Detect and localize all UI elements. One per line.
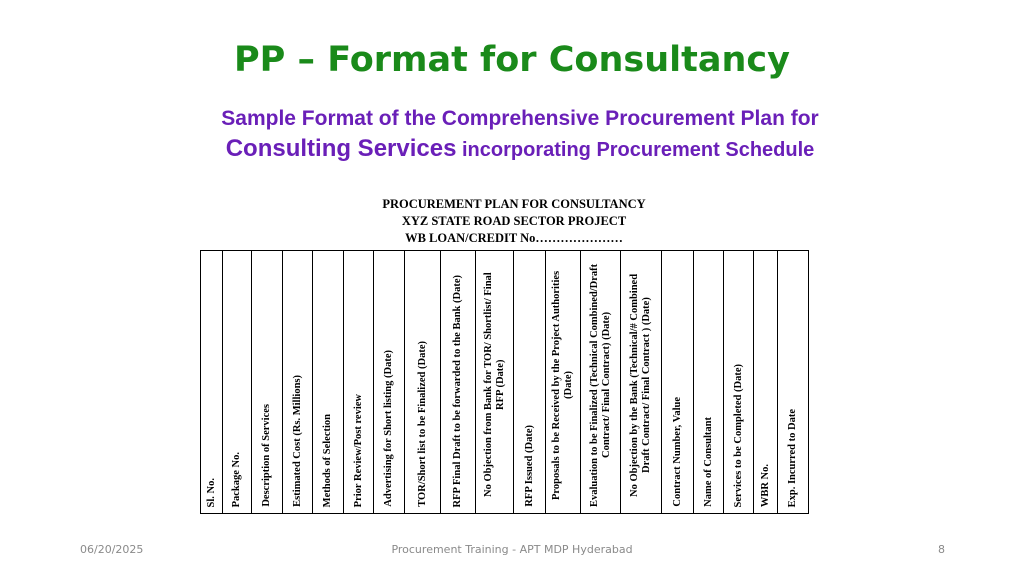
table-column-label: Name of Consultant [702, 417, 714, 507]
table-column-label: Evaluation to be Finalized (Technical Combined/Draft Contract/ Final Contract) (Date) [588, 263, 612, 507]
table-column-label: Proposals to be Received by the Project Authorities (Date) [551, 270, 574, 500]
table-column-label: Sl. No. [205, 477, 217, 507]
footer-date: 06/20/2025 [80, 543, 144, 556]
table-column-label: Exp. Incurred to Date [787, 408, 798, 507]
table-column-header [514, 251, 546, 513]
table-column-header [344, 251, 374, 513]
slide-subtitle [150, 104, 890, 167]
table-heading [200, 196, 828, 247]
footer-title: Procurement Training - APT MDP Hyderabad [391, 543, 633, 556]
table-column-header [441, 251, 476, 513]
table-column-label: No Objection by the Bank (Technical/# Combined Draft Contract/ Final Contract ) (Date) [629, 273, 652, 497]
table-column-label: Description of Services [261, 404, 272, 507]
table-heading-title: PROCUREMENT PLAN FOR CONSULTANCY [382, 197, 646, 211]
table-heading-loan: WB LOAN/CREDIT No………………… [405, 231, 623, 245]
table-column-header [374, 251, 405, 513]
table-column-header [223, 251, 252, 513]
table-column-label: No Objection from Bank for TOR/ Shortlist/ Final RFP (Date) [482, 272, 506, 498]
table-column-header [252, 251, 283, 513]
table-column-header [662, 251, 694, 513]
table-column-label: Methods of Selection [322, 413, 333, 507]
subtitle-line-2-rest: incorporating Procurement Schedule [456, 139, 815, 161]
table-column-header [754, 251, 778, 513]
table-column-header [694, 251, 724, 513]
table-column-header [405, 251, 441, 513]
table-column-header [546, 251, 581, 513]
procurement-plan-table [200, 250, 809, 514]
table-column-label: Package No. [231, 451, 242, 507]
table-column-label: Services to be Completed (Date) [732, 363, 744, 507]
table-column-label: Estimated Cost (Rs. Millions) [291, 375, 303, 507]
table-column-header [201, 251, 223, 513]
table-column-label: TOR/Short list to be Finalized (Date) [416, 341, 428, 507]
table-column-label: Contract Number, Value [671, 397, 683, 507]
footer-page-number: 8 [938, 543, 945, 556]
table-column-header [581, 251, 621, 513]
table-column-header [724, 251, 754, 513]
table-column-label: WBR No. [759, 463, 771, 507]
table-column-header [283, 251, 313, 513]
table-column-label: Advertising for Short listing (Date) [383, 350, 394, 507]
table-column-header [621, 251, 662, 513]
subtitle-line-1: Sample Format of the Comprehensive Procurement Plan for [221, 107, 819, 130]
table-column-label: Prior Review/Post review [352, 393, 364, 507]
table-column-header [476, 251, 514, 513]
table-column-label: RFP Final Draft to be forwarded to the Bank (Date) [452, 274, 463, 507]
table-heading-project: XYZ STATE ROAD SECTOR PROJECT [401, 214, 627, 228]
table-column-header [778, 251, 809, 513]
subtitle-line-2-emphasis: Consulting Services [225, 135, 457, 162]
slide-title: PP – Format for Consultancy [234, 40, 790, 80]
table-column-header [313, 251, 344, 513]
table-column-label: RFP Issued (Date) [523, 425, 535, 507]
